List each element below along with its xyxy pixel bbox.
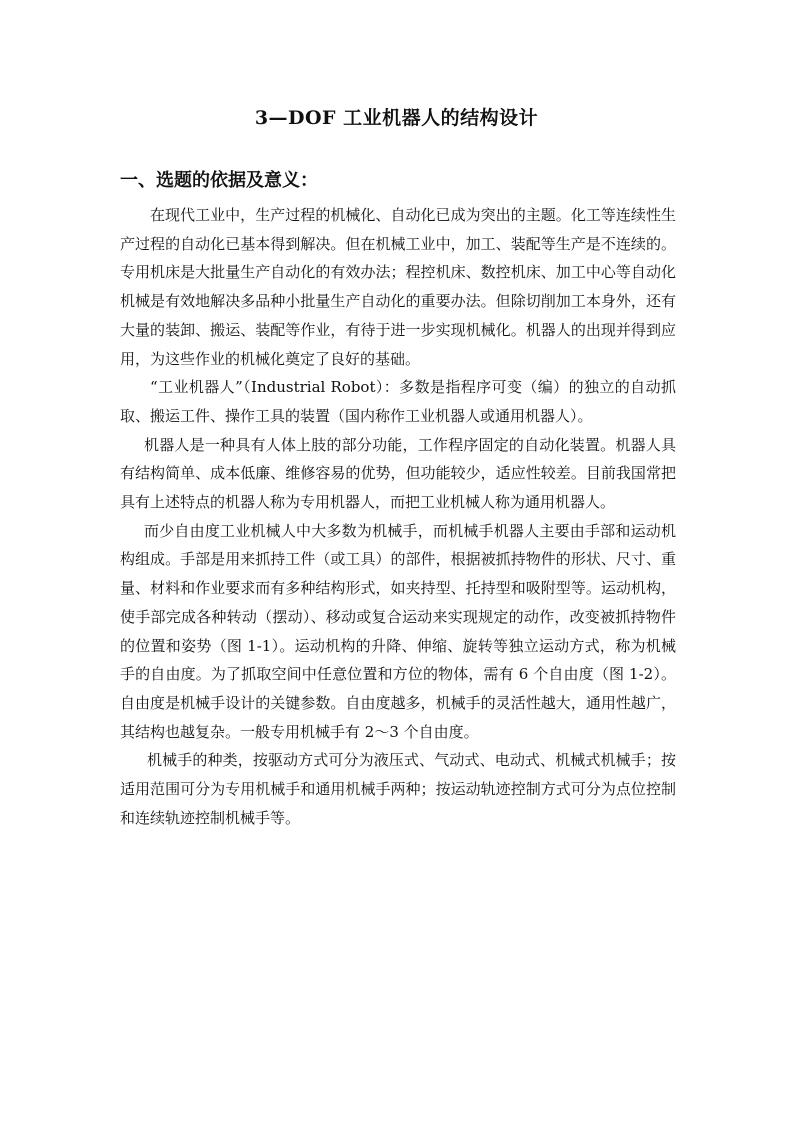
body-text	[120, 201, 676, 832]
paragraph-2: “工业机器人”（Industrial Robot）：多数是指程序可变（编）的独立的自动抓取、搬运工件、操作工具的装置（国内称作工业机器人或通用机器人）。	[120, 378, 676, 425]
document-title: 3—DOF 工业机器人的结构设计	[254, 107, 539, 129]
section-heading: 一、选题的依据及意义：	[120, 170, 318, 191]
paragraph-3: 机器人是一种具有人体上肢的部分功能，工作程序固定的自动化装置。机器人具有结构简单、成本低廉、维修容易的优势，但功能较少，适应性较差。目前我国常把具有上述特点的机器人称为专用机器人，而把工业机械人称为通用机器人。	[120, 435, 676, 512]
paragraph-4: 而少自由度工业机械人中大多数为机械手，而机械手机器人主要由手部和运动机构组成。手部是用来抓持工件（或工具）的部件，根据被抓持物件的形状、尺寸、重量、材料和作业要求而有多种结构形式，如夹持型、托持型和吸附型等。运动机构，使手部完成各种转动（摆动）、移动或复合运动来实现规定的动作，改变被抓持物件的位置和姿势（图 1-1）。运动机构的升降、伸缩、旋转等独立运动方式，称为机械手的自由度。为了抓取空间中任意位置和方位的物体，需有 6 个自由度（图 1-2）。自由度是机械手设计的关键参数。自由度越多，机械手的灵活性越大，通用性越广，其结构也越复杂。一般专用机械手有 2～3 个自由度。	[120, 521, 676, 741]
paragraph-1: 在现代工业中，生产过程的机械化、自动化已成为突出的主题。化工等连续性生产过程的自动化已基本得到解决。但在机械工业中，加工、装配等生产是不连续的。专用机床是大批量生产自动化的有效办法；程控机床、数控机床、加工中心等自动化机械是有效地解决多品种小批量生产自动化的重要办法。但除切削加工本身外，还有大量的装卸、搬运、装配等作业，有待于进一步实现机械化。机器人的出现并得到应用，为这些作业的机械化奠定了良好的基础。	[120, 206, 676, 368]
paragraph-5: 机械手的种类，按驱动方式可分为液压式、气动式、电动式、机械式机械手；按适用范围可分为专用机械手和通用机械手两种；按运动轨迹控制方式可分为点位控制和连续轨迹控制机械手等。	[120, 751, 676, 827]
